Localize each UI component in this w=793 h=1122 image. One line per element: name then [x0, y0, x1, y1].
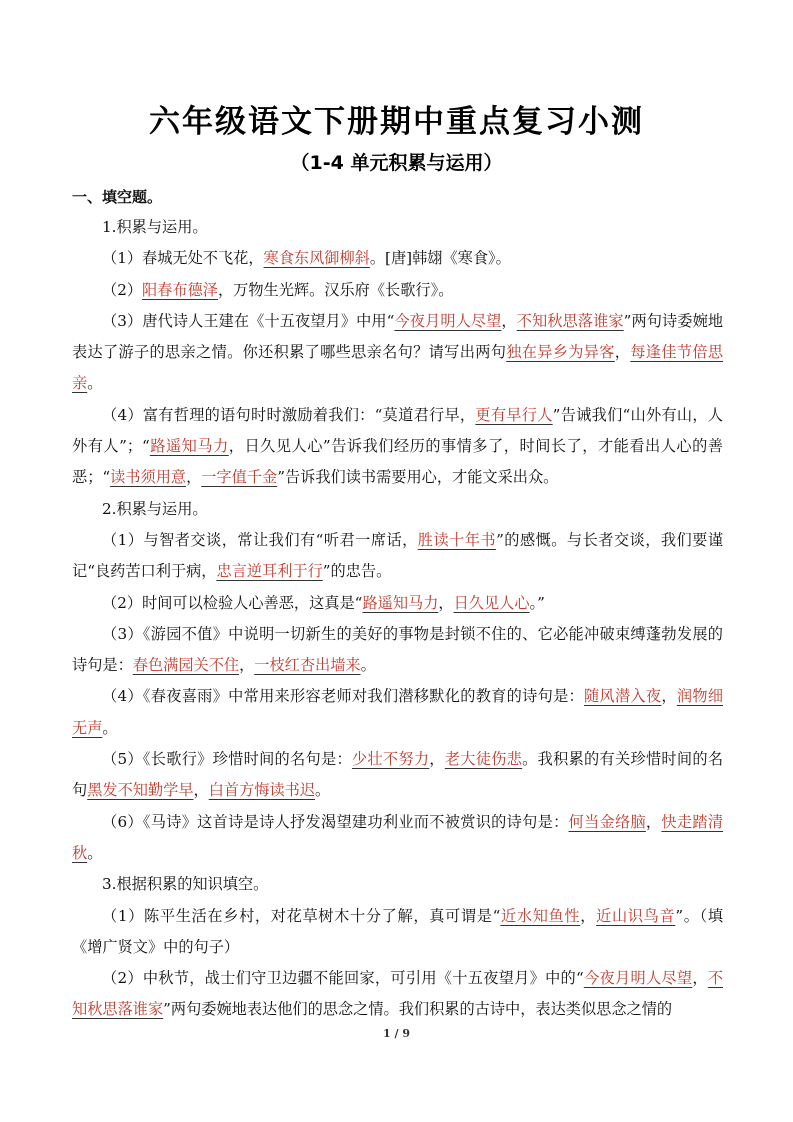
- question-text: ”两句委婉地表达他们的思念之情。我们积累的古诗中，表达类似思念之情的: [163, 1000, 673, 1019]
- question-text: ，: [692, 969, 708, 988]
- question-text: 。: [87, 374, 103, 393]
- question-text: ”。（填《增广贤文》中的句子）: [72, 906, 724, 956]
- question-text: ，日久见人心”告诉我们经历的事情多了，时间长了，才能看出人心的善恶；“: [72, 437, 723, 487]
- question-line: [72, 807, 723, 870]
- question-line: [72, 901, 723, 964]
- question-text: （5）《长歌行》珍惜时间的名句是：: [102, 750, 352, 769]
- question-line: [72, 588, 723, 619]
- answer-text: 路遥知马力: [149, 437, 229, 456]
- question-text: ，: [239, 656, 255, 675]
- answer-text: 黑发不知勤学早: [87, 781, 194, 800]
- answer-text: 不知秋思落谁家: [72, 969, 723, 1019]
- answer-text: 老大徒伤悲: [444, 750, 523, 769]
- answer-text: 一枝红杏出墙来: [254, 656, 361, 675]
- question-text: （3）《游园不值》中说明一切新生的美好的事物是封锁不住的、它必能冲破束缚蓬勃发展的诗句是：: [72, 624, 723, 675]
- document-subtitle: （1-4 单元积累与运用）: [290, 152, 503, 174]
- answer-text: 白首方悔读书迟: [208, 781, 315, 800]
- answer-text: 今夜月明人尽望: [583, 969, 693, 988]
- question-text: ”告诫我们“山外有山，人外有人”；“: [72, 405, 724, 456]
- answer-text: 春色满园关不住: [132, 656, 240, 675]
- document-title: 六年级语文下册期中重点复习小测: [149, 104, 644, 140]
- question-text: 。: [87, 843, 103, 862]
- question-line: [72, 681, 723, 744]
- question-line: [72, 525, 723, 588]
- question-text: ，: [429, 750, 445, 769]
- question-text: （3）唐代诗人王建在《十五夜望月》中用“: [102, 311, 395, 330]
- answer-text: 更有早行人: [475, 405, 553, 424]
- question-body: [72, 212, 723, 1026]
- question-text: （1）春城无处不飞花，: [102, 249, 264, 268]
- page-number: 1 / 9: [383, 1027, 410, 1040]
- question-text: 2.积累与运用。: [102, 499, 208, 518]
- answer-text: 路遥知马力: [362, 593, 439, 612]
- answer-text: 胜读十年书: [417, 530, 497, 549]
- question-text: （1）陈平生活在乡村，对花草树木十分了解，真可谓是“: [102, 906, 501, 925]
- question-text: ，: [645, 812, 662, 831]
- question-text: 。我积累的有关珍惜时间的名句: [72, 750, 724, 800]
- question-text: ，: [614, 343, 631, 362]
- answer-text: 润物细无声: [72, 687, 724, 737]
- question-line: [72, 306, 723, 400]
- question-text: ”两句诗委婉地表达了游子的思亲之情。你还积累了哪些思亲名句？请写出两句: [72, 311, 724, 362]
- question-line: [72, 744, 723, 807]
- question-text: （2）时间可以检验人心善恶，这真是“: [102, 593, 363, 612]
- question-text: ，: [661, 687, 677, 706]
- answer-text: 读书须用意: [110, 468, 187, 487]
- answer-text: 何当金络脑: [568, 812, 646, 831]
- question-text: （4）《春夜喜雨》中常用来形容老师对我们潜移默化的教育的诗句是：: [102, 687, 585, 706]
- question-text: ，: [501, 311, 517, 330]
- answer-text: 近水知鱼性: [500, 906, 581, 925]
- question-text: ，: [580, 906, 597, 925]
- question-line: [72, 243, 723, 274]
- question-text: （2）: [102, 280, 143, 299]
- answer-text: 寒食东风御柳斜: [263, 249, 370, 268]
- question-line: [72, 275, 723, 306]
- question-text: （1）与智者交谈，常让我们有“听君一席话，: [102, 530, 418, 549]
- answer-text: 一字值千金: [201, 468, 278, 487]
- answer-text: 随风潜入夜: [584, 687, 662, 706]
- section-heading: 一、填空题。: [72, 188, 163, 206]
- question-text: 。”: [529, 593, 545, 612]
- question-text: ，: [438, 593, 454, 612]
- answer-text: 不知秋思落谁家: [516, 311, 624, 330]
- answer-text: 近山识鸟音: [596, 906, 676, 925]
- answer-text: 每逢佳节倍思亲: [72, 343, 724, 393]
- answer-text: 少壮不努力: [351, 750, 430, 769]
- question-line: [72, 869, 723, 900]
- question-text: （2）中秋节，战士们守卫边疆不能回家，可引用《十五夜望月》中的“: [102, 969, 584, 988]
- question-text: 。: [360, 656, 376, 675]
- question-text: （6）《马诗》这首诗是诗人抒发渴望建功利业而不被赏识的诗句是：: [102, 812, 569, 831]
- answer-text: 独在异乡为异客: [506, 343, 615, 362]
- question-line: [72, 494, 723, 525]
- answer-text: 日久见人心: [453, 593, 530, 612]
- answer-text: 忠言逆耳利于行: [216, 562, 323, 581]
- question-text: ，万物生光辉。汉乐府《长歌行》。: [217, 280, 454, 299]
- question-text: ，: [193, 781, 209, 800]
- question-text: 。[唐]韩翃《寒食》。: [369, 249, 511, 268]
- question-text: ”告诉我们读书需要用心，才能文采出众。: [277, 468, 559, 487]
- question-text: （4）富有哲理的语句时时激励着我们：“莫道君行早，: [102, 405, 476, 424]
- question-text: ”的感慨。与长者交谈，我们要谨记“良药苦口利于病，: [72, 530, 724, 581]
- question-text: ”的忠告。: [322, 562, 392, 581]
- question-text: ，: [186, 468, 202, 487]
- question-text: 。: [102, 718, 118, 737]
- question-text: 。: [315, 781, 331, 800]
- question-text: 3.根据积累的知识填空。: [102, 875, 269, 894]
- answer-text: 阳春布德泽: [142, 280, 218, 299]
- question-line: [72, 400, 723, 494]
- answer-text: 今夜月明人尽望: [394, 311, 502, 330]
- question-line: [72, 963, 723, 1026]
- question-text: 1.积累与运用。: [102, 218, 208, 236]
- question-line: [72, 619, 723, 682]
- question-line: [72, 212, 723, 243]
- answer-text: 快走踏清秋: [72, 812, 724, 862]
